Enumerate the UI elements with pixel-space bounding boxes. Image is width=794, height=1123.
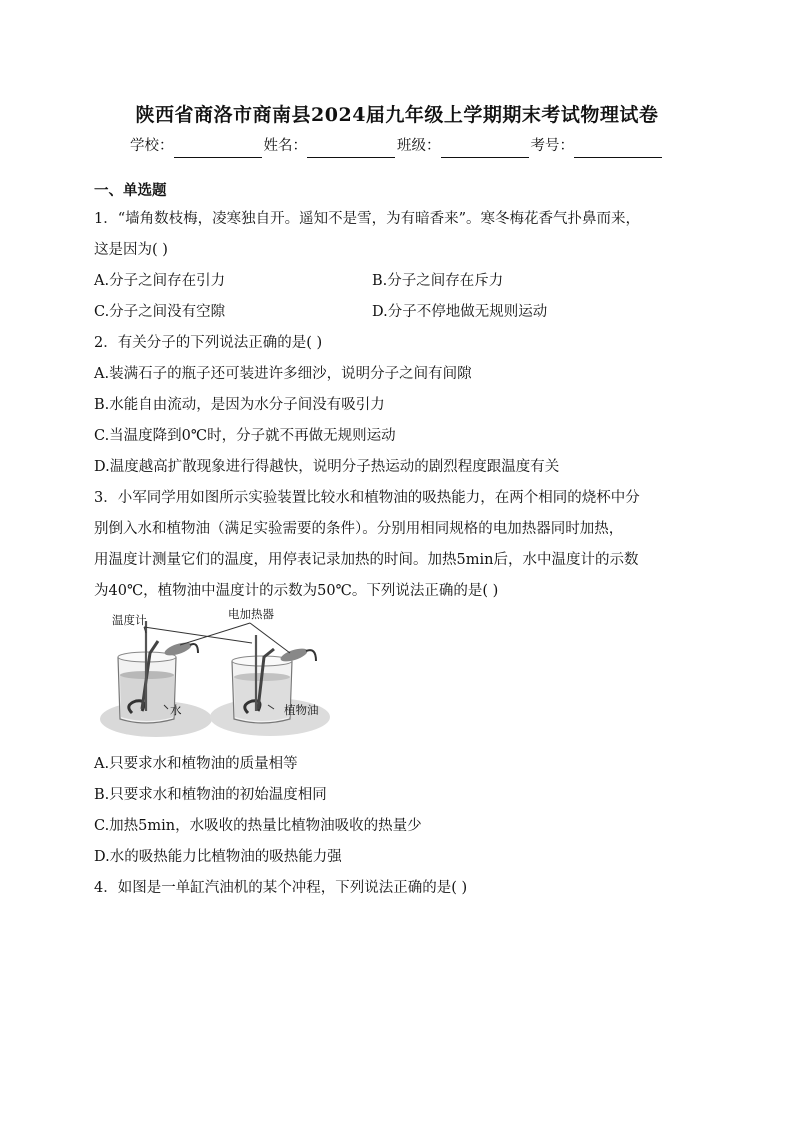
class-label: 班级： <box>397 138 441 154</box>
question-2-option-c[interactable]: C.当温度降到0℃时，分子就不再做无规则运动 <box>94 428 396 444</box>
question-3-option-b[interactable]: B.只要求水和植物油的初始温度相同 <box>94 787 327 803</box>
class-field <box>397 134 531 158</box>
page-title: 陕西省商洛市商南县2024届九年级上学期期末考试物理试卷 <box>135 104 659 126</box>
question-3-line: 别倒入水和植物油（满足实验需要的条件）。分别用相同规格的电加热器同时加热， <box>94 521 624 537</box>
question-3-option-c[interactable]: C.加热5min，水吸收的热量比植物油吸收的热量少 <box>94 818 422 834</box>
question-2-option-b[interactable]: B.水能自由流动，是因为水分子间没有吸引力 <box>94 397 385 413</box>
question-4-line: 4．如图是一单缸汽油机的某个冲程，下列说法正确的是( ) <box>94 880 468 896</box>
name-label: 姓名： <box>263 138 307 154</box>
question-2 <box>94 328 704 483</box>
question-1-line: 这是因为( ) <box>94 242 168 258</box>
question-1-option-c[interactable]: C.分子之间没有空隙 <box>94 304 226 320</box>
question-1-option-b[interactable]: B.分子之间存在斥力 <box>372 273 504 289</box>
school-field <box>130 134 264 158</box>
school-blank[interactable] <box>174 139 262 158</box>
question-3-line: 3．小军同学用如图所示实验装置比较水和植物油的吸热能力，在两个相同的烧杯中分 <box>94 490 640 506</box>
question-2-line: 2．有关分子的下列说法正确的是( ) <box>94 335 323 351</box>
question-content <box>94 178 704 904</box>
question-3-line: 为40℃，植物油中温度计的示数为50℃。下列说法正确的是( ) <box>94 583 499 599</box>
question-2-option-a[interactable]: A.装满石子的瓶子还可装进许多细沙，说明分子之间有间隙 <box>94 366 472 382</box>
question-3-option-d[interactable]: D.水的吸热能力比植物油的吸热能力强 <box>94 849 342 865</box>
exam-number-field <box>531 134 665 158</box>
thermometer-label: 温度计 <box>112 613 147 627</box>
question-1-options-row <box>94 297 704 328</box>
water-label: 水 <box>170 703 182 717</box>
question-2-option-d[interactable]: D.温度越高扩散现象进行得越快，说明分子热运动的剧烈程度跟温度有关 <box>94 459 560 475</box>
question-1-line: 1．“墙角数枝梅，凌寒独自开。遥知不是雪，为有暗香来”。寒冬梅花香气扑鼻而来， <box>94 211 641 227</box>
section-heading: 一、单选题 <box>94 182 167 199</box>
student-info-row <box>0 134 794 158</box>
question-3-option-a[interactable]: A.只要求水和植物油的质量相等 <box>94 756 298 772</box>
question-1-option-d[interactable]: D.分子不停地做无规则运动 <box>372 304 548 320</box>
class-blank[interactable] <box>441 139 529 158</box>
question-1-option-a[interactable]: A.分子之间存在引力 <box>94 273 226 289</box>
school-label: 学校： <box>130 138 174 154</box>
name-field <box>264 134 398 158</box>
question-3 <box>94 483 704 873</box>
exam-number-label: 考号： <box>530 138 574 154</box>
name-blank[interactable] <box>307 139 395 158</box>
heater-label: 电加热器 <box>228 607 274 621</box>
experiment-figure <box>94 607 344 741</box>
oil-label: 植物油 <box>284 703 319 717</box>
question-4 <box>94 873 704 904</box>
question-3-line: 用温度计测量它们的温度，用停表记录加热的时间。加热5min后，水中温度计的示数 <box>94 552 639 568</box>
exam-number-blank[interactable] <box>574 139 662 158</box>
beakers-illustration <box>94 613 344 741</box>
question-1 <box>94 204 704 328</box>
question-1-options-row <box>94 266 704 297</box>
